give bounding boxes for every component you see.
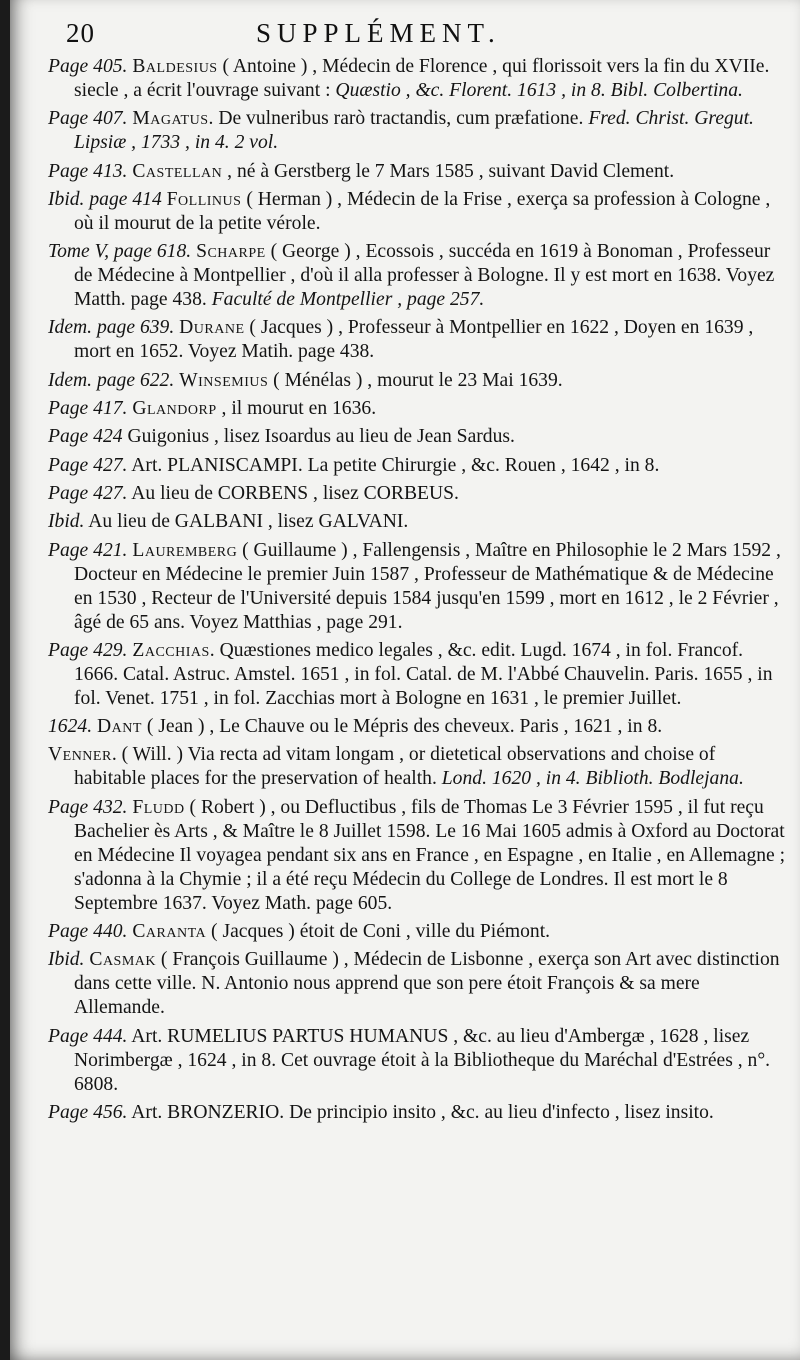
- entry: [48, 482, 788, 506]
- entry: [48, 240, 788, 312]
- entry-name: Fludd: [132, 796, 185, 818]
- entry: [48, 107, 788, 155]
- entry-reference: Tome V, page 618.: [48, 241, 192, 263]
- entry-name: Glandorp: [132, 398, 217, 420]
- entry-text: . ( Will. ) Via recta ad vitam longam , or dietetical observations and choise of habitable places for the preservation of health.: [74, 744, 716, 790]
- entry-reference: Page 407.: [48, 108, 128, 130]
- entry-reference: Page 456.: [48, 1101, 128, 1123]
- entry-name: Follinus: [166, 188, 242, 210]
- entry-text: Au lieu de CORBENS , lisez CORBEUS.: [127, 482, 459, 504]
- entry-text: . De vulneribus rarò tractandis, cum præfatione.: [208, 108, 589, 130]
- entry: [48, 715, 788, 739]
- entry-text: Art. PLANISCAMPI. La petite Chirurgie , &c. Rouen , 1642 , in 8.: [127, 454, 660, 476]
- entry-reference: Ibid. page 414: [48, 188, 162, 210]
- entry-name: Lauremberg: [132, 539, 238, 561]
- entry-name: Scharpe: [196, 241, 266, 263]
- entry-text: Art. RUMELIUS PARTUS HUMANUS , &c. au lieu d'Ambergæ , 1628 , lisez Norimbergæ , 1624 , in 8. Cet ouvrage étoit à la Bibliotheque du Maréchal d'Estrées , n°. 6808.: [74, 1025, 771, 1095]
- entry-reference: Page 432.: [48, 796, 128, 818]
- entry-text: , né à Gerstberg le 7 Mars 1585 , suivant David Clement.: [222, 160, 675, 182]
- entry-text: , il mourut en 1636.: [216, 398, 377, 420]
- entry-reference: Page 440.: [48, 921, 128, 943]
- entry: [48, 425, 788, 449]
- entry: [48, 920, 788, 944]
- entry: [48, 55, 788, 103]
- entry-citation: Lond. 1620 , in 4. Biblioth. Bodlejana.: [441, 768, 744, 790]
- entry-reference: Idem. page 622.: [48, 369, 175, 391]
- entry-name: Zacchias: [132, 639, 210, 661]
- entry-text: ( Jean ) , Le Chauve ou le Mépris des cheveux. Paris , 1621 , in 8.: [141, 716, 663, 738]
- entry-citation: Quæstio , &c. Florent. 1613 , in 8. Bibl. Colbertina.: [335, 80, 743, 101]
- entry: [48, 397, 788, 421]
- entry: [48, 454, 788, 478]
- entry-name: Dant: [97, 716, 142, 738]
- entry-text: ( Jacques ) , Professeur à Montpellier en 1622 , Doyen en 1639 , mort en 1652. Voyez Matih. page 438.: [74, 317, 754, 363]
- entry-citation: Fred. Christ. Gregut. Lipsiæ , 1733 , in 4. 2 vol.: [74, 108, 754, 154]
- entry: [48, 1101, 788, 1125]
- entry-name: Casmak: [89, 949, 157, 971]
- entry-text: ( Ménélas ) , mourut le 23 Mai 1639.: [268, 369, 563, 391]
- entry-text: ( George ) , Ecossois , succéda en 1619 à Bonoman , Professeur de Médecine à Montpellier , d'où il alla professer à Bologne. Il y est mort en 1638. Voyez Matth. page 438.: [74, 241, 775, 311]
- entry: [48, 539, 788, 635]
- entry-text: ( Herman ) , Médecin de la Frise , exerça sa profession à Cologne , où il mourut de la petite vérole.: [74, 188, 771, 234]
- entry-text: . Quæstiones medico legales , &c. edit. Lugd. 1674 , in fol. Francof. 1666. Catal. Astruc. Amstel. 1651 , in fol. Catal. de M. l'Abbé Chauvelin. Paris. 1655 , in fol. Venet. 1751 , in fol. Zacchias mort à Bologne en 1631 , le premier Juillet.: [74, 639, 773, 709]
- entry-reference: Ibid.: [48, 511, 85, 533]
- entry-text: ( François Guillaume ) , Médecin de Lisbonne , exerça son Art avec distinction dans cette ville. N. Antonio nous apprend que son pere étoit François & sa mere Allemande.: [74, 949, 780, 1019]
- entry-reference: Page 427.: [48, 482, 128, 504]
- entry: [48, 1025, 788, 1097]
- entry-name: Baldesius: [132, 56, 218, 77]
- entry-text: Art. BRONZERIO. De principio insito , &c. au lieu d'infecto , lisez insito.: [127, 1101, 714, 1123]
- entry-text: ( Antoine ) , Médecin de Florence , qui florissoit vers la fin du XVIIe. siecle , a écrit l'ouvrage suivant :: [74, 56, 770, 101]
- entry-name: Durane: [179, 317, 245, 339]
- entry-reference: Ibid.: [48, 949, 85, 971]
- entry: [48, 510, 788, 534]
- entry-name: Venner: [48, 744, 112, 766]
- entry: [48, 160, 788, 184]
- entry: [48, 796, 788, 916]
- entry: [48, 188, 788, 236]
- entry-reference: Page 421.: [48, 539, 128, 561]
- entry: [48, 316, 788, 364]
- entry-reference: Page 417.: [48, 398, 128, 420]
- entry-reference: Idem. page 639.: [48, 317, 175, 339]
- entry-reference: Page 424: [48, 426, 123, 448]
- entry-reference: Page 413.: [48, 160, 128, 182]
- entry-name: Winsemius: [179, 369, 269, 391]
- supplement-entries: [48, 55, 788, 1129]
- entry-text: Guigonius , lisez Isoardus au lieu de Jean Sardus.: [122, 426, 515, 448]
- entry: [48, 369, 788, 393]
- entry-text: ( Guillaume ) , Fallengensis , Maître en Philosophie le 2 Mars 1592 , Docteur en Médecine le premier Juin 1587 , Professeur de Mathématique & de Médecine en 1530 , Recteur de l'Université depuis 1584 jusqu'en 1599 , mort en 1612 , le 2 Février , âgé de 65 ans. Voyez Matthias , page 291.: [74, 539, 781, 633]
- page-header: [66, 18, 786, 52]
- running-title: SUPPLÉMENT.: [256, 18, 501, 48]
- page-number: 20: [66, 18, 95, 48]
- entry-text: Au lieu de GALBANI , lisez GALVANI.: [84, 511, 409, 533]
- entry-reference: Page 444.: [48, 1025, 128, 1047]
- entry-name: Magatus: [132, 108, 209, 130]
- entry: [48, 743, 788, 791]
- entry-citation: Faculté de Montpellier , page 257.: [211, 289, 485, 311]
- entry: [48, 639, 788, 711]
- book-page: [10, 0, 800, 1360]
- entry: [48, 948, 788, 1020]
- entry-name: Caranta: [132, 921, 207, 943]
- entry-text: ( Jacques ) étoit de Coni , ville du Piémont.: [206, 921, 551, 943]
- entry-reference: Page 427.: [48, 454, 128, 476]
- entry-reference: 1624.: [48, 716, 93, 738]
- entry-text: ( Robert ) , ou Defluctibus , fils de Thomas Le 3 Février 1595 , il fut reçu Bachelier ès Arts , & Maître le 8 Juillet 1598. Le 16 Mai 1605 admis à Oxford au Doctorat en Médecine Il voyagea pendant six ans en France , en Espagne , en Italie , en Allemagne ; s'adonna à la Chymie ; il a été reçu Médecin du College de Londres. Il est mort le 8 Septembre 1637. Voyez Math. page 605.: [74, 796, 786, 914]
- entry-name: Castellan: [132, 160, 223, 182]
- entry-reference: Page 429.: [48, 639, 128, 661]
- entry-reference: Page 405.: [48, 56, 128, 77]
